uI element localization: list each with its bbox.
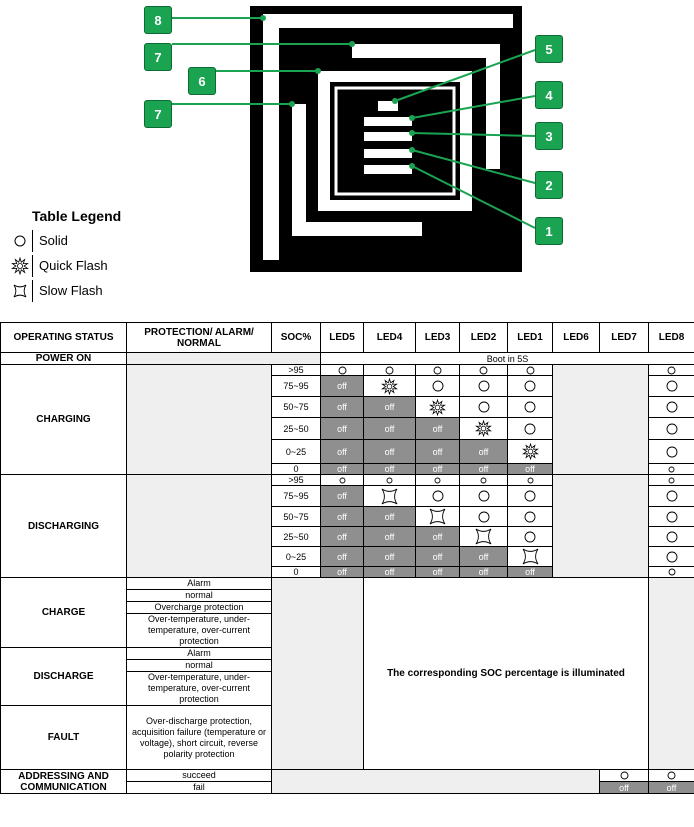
- slow-flash-icon: [364, 488, 415, 505]
- solid-icon: [508, 477, 552, 484]
- led3-cell: [416, 397, 460, 418]
- operating-status-addressing: ADDRESSING AND COMMUNICATION: [1, 770, 127, 794]
- callout-4: 4: [535, 81, 563, 109]
- solid-icon: [460, 477, 507, 484]
- solid-icon: [649, 423, 694, 435]
- led3-cell: off: [416, 418, 460, 440]
- legend-row-slow-flash: [8, 278, 121, 303]
- slow-flash-icon: [460, 528, 507, 545]
- led4-cell: [364, 376, 416, 397]
- led8-cell: [649, 365, 694, 376]
- callout-5: 5: [535, 35, 563, 63]
- led1-cell: [508, 486, 553, 507]
- slow-flash-icon: [8, 284, 32, 298]
- led8-cell: [649, 567, 694, 578]
- solid-icon: [649, 511, 694, 523]
- led2-cell: off: [460, 567, 508, 578]
- protection-cell: succeed: [127, 770, 272, 782]
- led4-cell: off: [364, 440, 416, 464]
- solid-icon: [508, 423, 552, 435]
- led2-cell: [460, 527, 508, 547]
- led8-strip-left: [263, 14, 279, 260]
- callout-2: 2: [535, 171, 563, 199]
- led5-cell: off: [321, 507, 364, 527]
- led5-cell: off: [321, 440, 364, 464]
- blank-cell: [272, 770, 600, 794]
- header-led3: LED3: [416, 323, 460, 353]
- led8-cell: [649, 440, 694, 464]
- soc-illuminated-note: The corresponding SOC percentage is illuminated: [364, 578, 649, 770]
- led1-cell: [508, 547, 553, 567]
- header-led7: LED7: [600, 323, 649, 353]
- callout-7-left: 7: [144, 100, 172, 128]
- legend-label: Solid: [32, 230, 68, 252]
- led2-cell: off: [460, 440, 508, 464]
- led5-cell: [321, 365, 364, 376]
- callout-6: 6: [188, 67, 216, 95]
- led5-cell: off: [321, 397, 364, 418]
- led3-bar: [364, 132, 412, 141]
- led8-cell: [649, 527, 694, 547]
- solid-icon: [508, 366, 552, 375]
- blank-cell: [553, 475, 649, 578]
- led5-cell: off: [321, 418, 364, 440]
- operating-status-charging: CHARGING: [1, 365, 127, 475]
- solid-icon: [649, 466, 694, 473]
- solid-icon: [416, 380, 459, 392]
- operating-status-power-on: POWER ON: [1, 353, 127, 365]
- led1-cell: [508, 418, 553, 440]
- led8-cell: [649, 486, 694, 507]
- soc-cell: 25~50: [272, 418, 321, 440]
- header-protection: PROTECTION/ ALARM/ NORMAL: [127, 323, 272, 353]
- header-led5: LED5: [321, 323, 364, 353]
- header-operating-status: OPERATING STATUS: [1, 323, 127, 353]
- solid-icon: [649, 380, 694, 392]
- led5-cell: off: [321, 376, 364, 397]
- blank-cell: [127, 353, 321, 365]
- solid-icon: [321, 477, 363, 484]
- soc-cell: 0~25: [272, 547, 321, 567]
- table-row: [1, 353, 694, 365]
- led4-cell: [364, 475, 416, 486]
- solid-icon: [416, 366, 459, 375]
- solid-icon: [508, 490, 552, 502]
- led1-cell: [508, 376, 553, 397]
- blank-cell: [127, 365, 272, 475]
- callout-8: 8: [144, 6, 172, 34]
- legend-row-solid: [8, 228, 121, 253]
- led7-cell: off: [649, 782, 694, 794]
- led1-cell: [508, 475, 553, 486]
- solid-icon: [600, 771, 648, 780]
- solid-icon: [508, 401, 552, 413]
- solid-icon: [364, 366, 415, 375]
- soc-cell: 0: [272, 567, 321, 578]
- led1-cell: [508, 527, 553, 547]
- table-legend: [8, 208, 121, 303]
- led1-bar: [364, 165, 412, 174]
- header-led4: LED4: [364, 323, 416, 353]
- blank-cell: [127, 475, 272, 578]
- led8-cell: [649, 397, 694, 418]
- protection-cell: Alarm: [127, 648, 272, 660]
- led4-cell: off: [364, 547, 416, 567]
- soc-cell: 75~95: [272, 486, 321, 507]
- led8-strip-top: [263, 14, 513, 28]
- led8-cell: [649, 507, 694, 527]
- quick-flash-icon: [460, 420, 507, 437]
- led2-cell: off: [460, 547, 508, 567]
- header-led6: LED6: [553, 323, 600, 353]
- blank-cell: [272, 578, 364, 770]
- solid-icon: [649, 366, 694, 375]
- table-row: [1, 365, 694, 376]
- soc-cell: >95: [272, 475, 321, 486]
- solid-icon: [416, 477, 459, 484]
- led2-cell: [460, 397, 508, 418]
- quick-flash-icon: [416, 399, 459, 416]
- led4-cell: off: [364, 567, 416, 578]
- legend-label: Quick Flash: [32, 255, 108, 277]
- solid-icon: [460, 366, 507, 375]
- header-led2: LED2: [460, 323, 508, 353]
- protection-cell: Over-discharge protection, acquisition failure (temperature or voltage), short circuit, reverse polarity protection: [127, 706, 272, 770]
- solid-icon: [460, 380, 507, 392]
- solid-icon: [321, 366, 363, 375]
- solid-icon: [649, 490, 694, 502]
- led8-cell: [649, 418, 694, 440]
- led5-cell: off: [321, 527, 364, 547]
- led4-cell: off: [364, 418, 416, 440]
- led3-cell: [416, 376, 460, 397]
- led8-cell: [649, 475, 694, 486]
- quick-flash-icon: [8, 257, 32, 275]
- soc-cell: 0: [272, 464, 321, 475]
- operating-status-discharge: DISCHARGE: [1, 648, 127, 706]
- solid-icon: [508, 531, 552, 543]
- solid-icon: [649, 568, 694, 576]
- quick-flash-icon: [364, 378, 415, 395]
- operating-status-charge: CHARGE: [1, 578, 127, 648]
- legend-title: Table Legend: [32, 208, 122, 224]
- solid-icon: [649, 531, 694, 543]
- protection-cell: Over-temperature, under-temperature, over-current protection: [127, 672, 272, 706]
- led7-strip-bottom: [292, 222, 422, 236]
- solid-icon: [649, 477, 694, 484]
- led3-cell: [416, 486, 460, 507]
- led1-cell: [508, 397, 553, 418]
- led6-cell: [600, 770, 649, 782]
- protection-cell: Alarm: [127, 578, 272, 590]
- led3-cell: off: [416, 527, 460, 547]
- protection-cell: Overcharge protection: [127, 602, 272, 614]
- header-row: [1, 323, 694, 353]
- led5-cell: [321, 475, 364, 486]
- led5-cell: off: [321, 464, 364, 475]
- legend-row-quick-flash: [8, 253, 121, 278]
- led4-cell: off: [364, 464, 416, 475]
- led2-cell: [460, 376, 508, 397]
- header-led8: LED8: [649, 323, 694, 353]
- table-row: [1, 475, 694, 486]
- led7-cell: [649, 770, 694, 782]
- led4-cell: [364, 365, 416, 376]
- led4-cell: off: [364, 527, 416, 547]
- protection-cell: fail: [127, 782, 272, 794]
- blank-cell: [649, 578, 694, 770]
- soc-cell: 0~25: [272, 440, 321, 464]
- led7-strip-left: [292, 104, 306, 234]
- led5-cell: off: [321, 486, 364, 507]
- led3-cell: [416, 507, 460, 527]
- led3-cell: [416, 475, 460, 486]
- led2-cell: off: [460, 464, 508, 475]
- table-row: [1, 770, 694, 782]
- led5-cell: off: [321, 547, 364, 567]
- led6-cell: off: [600, 782, 649, 794]
- led1-cell: [508, 507, 553, 527]
- soc-cell: 75~95: [272, 376, 321, 397]
- header-soc: SOC%: [272, 323, 321, 353]
- quick-flash-icon: [508, 443, 552, 460]
- led8-cell: [649, 376, 694, 397]
- header-led1: LED1: [508, 323, 553, 353]
- boot-note: Boot in 5S: [321, 353, 694, 365]
- solid-icon: [460, 511, 507, 523]
- solid-icon: [416, 490, 459, 502]
- led2-cell: [460, 486, 508, 507]
- slow-flash-icon: [508, 548, 552, 565]
- led5-cell: off: [321, 567, 364, 578]
- soc-cell: 50~75: [272, 507, 321, 527]
- soc-cell: >95: [272, 365, 321, 376]
- solid-icon: [460, 490, 507, 502]
- protection-cell: normal: [127, 590, 272, 602]
- led3-cell: off: [416, 440, 460, 464]
- slow-flash-icon: [416, 508, 459, 525]
- led4-cell: off: [364, 507, 416, 527]
- led1-cell: off: [508, 567, 553, 578]
- led1-cell: off: [508, 464, 553, 475]
- soc-cell: 50~75: [272, 397, 321, 418]
- table-row: [1, 578, 694, 590]
- led8-cell: [649, 547, 694, 567]
- legend-label: Slow Flash: [32, 280, 103, 302]
- led2-cell: [460, 418, 508, 440]
- led3-cell: off: [416, 464, 460, 475]
- led-status-table: [0, 322, 694, 794]
- led1-cell: [508, 365, 553, 376]
- led3-cell: off: [416, 567, 460, 578]
- soc-cell: 25~50: [272, 527, 321, 547]
- led4-cell: [364, 486, 416, 507]
- solid-icon: [649, 401, 694, 413]
- solid-icon: [364, 477, 415, 484]
- led2-bar: [364, 149, 412, 158]
- led3-cell: [416, 365, 460, 376]
- operating-status-discharging: DISCHARGING: [1, 475, 127, 578]
- led2-cell: [460, 475, 508, 486]
- callout-7-top: 7: [144, 43, 172, 71]
- led4-bar: [364, 117, 412, 126]
- solid-icon: [8, 234, 32, 248]
- solid-icon: [649, 551, 694, 563]
- protection-cell: Over-temperature, under-temperature, over-current protection: [127, 614, 272, 648]
- led2-cell: [460, 365, 508, 376]
- led1-cell: [508, 440, 553, 464]
- solid-icon: [460, 401, 507, 413]
- solid-icon: [649, 771, 694, 780]
- callout-3: 3: [535, 122, 563, 150]
- led2-cell: [460, 507, 508, 527]
- led4-cell: off: [364, 397, 416, 418]
- led3-cell: off: [416, 547, 460, 567]
- protection-cell: normal: [127, 660, 272, 672]
- solid-icon: [508, 511, 552, 523]
- led7-strip-top: [352, 44, 500, 58]
- blank-cell: [553, 365, 649, 475]
- solid-icon: [649, 446, 694, 458]
- solid-icon: [508, 380, 552, 392]
- led8-cell: [649, 464, 694, 475]
- operating-status-fault: FAULT: [1, 706, 127, 770]
- callout-1: 1: [535, 217, 563, 245]
